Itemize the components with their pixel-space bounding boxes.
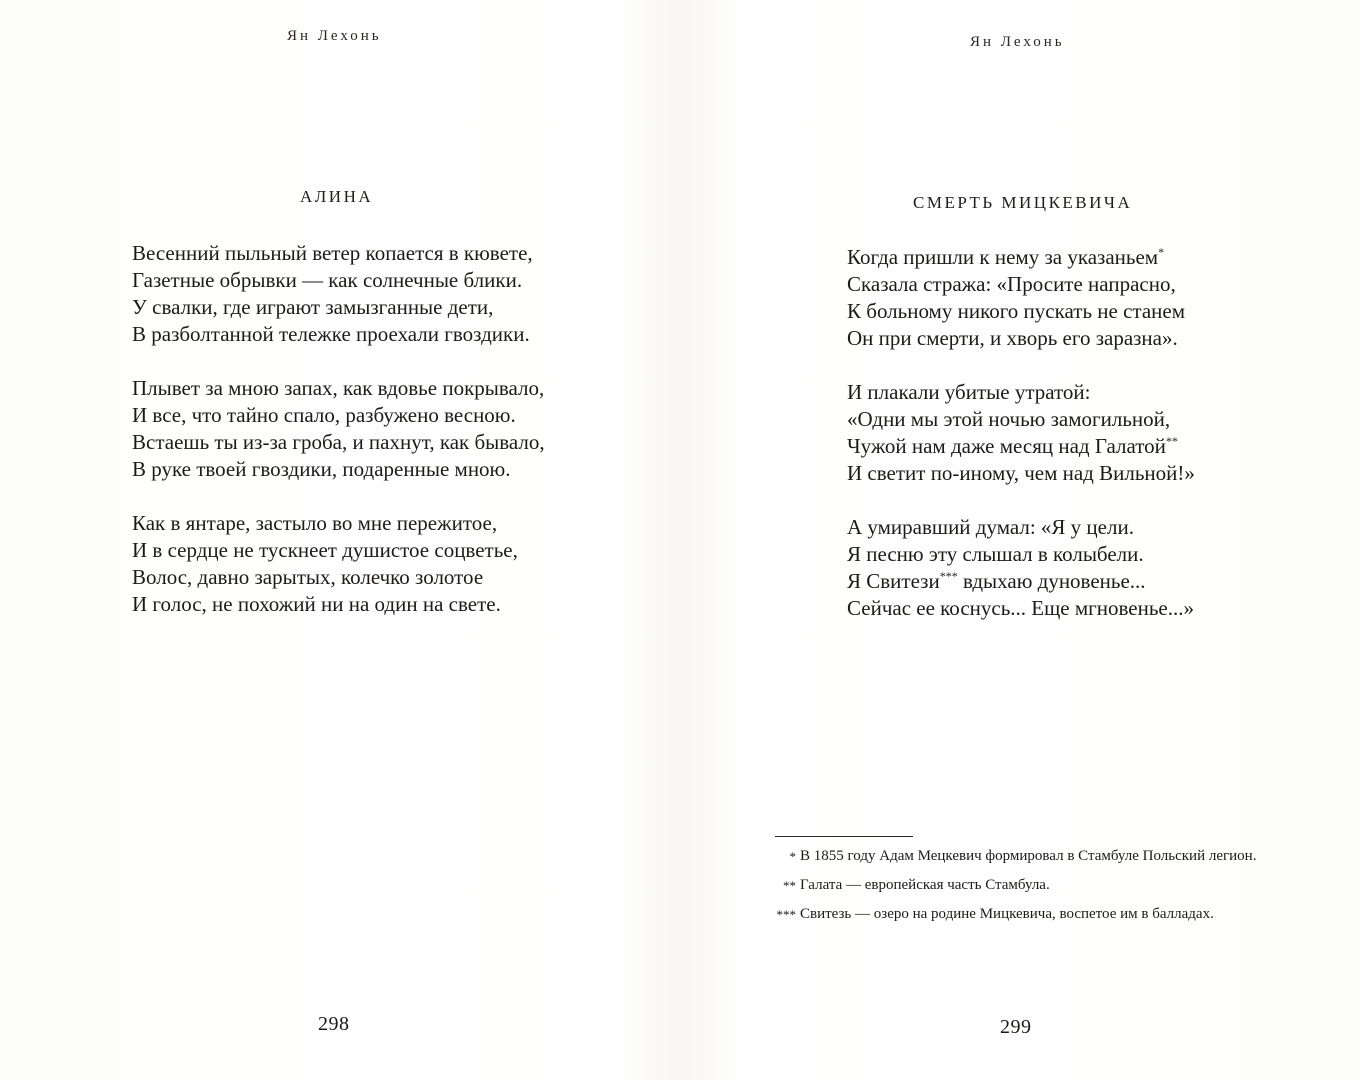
poem-line: И голос, не похожий ни на один на свете. <box>132 592 501 616</box>
footnote-text: Галата — европейская часть Стамбула. <box>800 877 1050 893</box>
poem-line-text: Когда пришли к нему за указаньем <box>847 245 1159 269</box>
poem-body <box>847 244 1195 649</box>
footnote-marker[interactable]: * <box>1158 245 1165 259</box>
poem-line: Плывет за мною запах, как вдовье покрывало, <box>132 376 545 400</box>
footnote-text: Свитезь — озеро на родине Мицкевича, воспетое им в балладах. <box>800 906 1214 922</box>
poem-line: И светит по-иному, чем над Вильной!» <box>847 461 1195 485</box>
poem-line: А умиравший думал: «Я у цели. <box>847 515 1134 539</box>
stanza <box>847 514 1195 622</box>
footnote-label: *** <box>776 907 796 922</box>
poem-line: В руке твоей гвоздики, подаренные мною. <box>132 457 511 481</box>
poem-line: И все, что тайно спало, разбужено весною. <box>132 403 516 427</box>
poem-line <box>847 433 1195 460</box>
footnote-marker[interactable]: *** <box>939 569 958 583</box>
poem-line: Сказала стража: «Просите напрасно, <box>847 272 1176 296</box>
stanza <box>132 510 545 618</box>
poem-line <box>847 244 1195 271</box>
poem-line: Волос, давно зарытых, колечко золотое <box>132 565 484 589</box>
poem-line-text: Чужой нам даже месяц над Галатой <box>847 434 1166 458</box>
poem-line: Встаешь ты из-за гроба, и пахнут, как бывало, <box>132 430 545 454</box>
footnote <box>772 903 1262 926</box>
poem-line: Весенний пыльный ветер копается в кювете, <box>132 241 533 265</box>
poem-line: И плакали убитые утратой: <box>847 380 1091 404</box>
right-page <box>680 0 1360 1080</box>
poem-line: Я песню эту слышал в колыбели. <box>847 542 1144 566</box>
poem-body <box>132 240 545 645</box>
poem-line: В разболтанной тележке проехали гвоздики. <box>132 322 530 346</box>
poem-line: Как в янтаре, застыло во мне пережитое, <box>132 511 498 535</box>
footnote <box>772 845 1262 868</box>
running-head: Ян Лехонь <box>970 34 1065 50</box>
footnote-label: ** <box>783 878 796 893</box>
poem-line <box>847 568 1195 595</box>
running-head: Ян Лехонь <box>287 28 382 44</box>
poem-line: Газетные обрывки — как солнечные блики. <box>132 268 523 292</box>
footnote <box>772 874 1262 897</box>
page-number: 299 <box>1000 1016 1032 1038</box>
stanza <box>132 240 545 348</box>
stanza <box>847 244 1195 352</box>
poem-title: СМЕРТЬ МИЦКЕВИЧА <box>913 193 1133 212</box>
footnotes <box>772 845 1262 932</box>
poem-title: АЛИНА <box>300 187 374 206</box>
footnote-divider <box>775 836 913 837</box>
stanza <box>132 375 545 483</box>
page-number: 298 <box>318 1013 350 1035</box>
poem-line: Сейчас ее коснусь... Еще мгновенье...» <box>847 596 1194 620</box>
poem-line: К больному никого пускать не станем <box>847 299 1186 323</box>
poem-line: У свалки, где играют замызганные дети, <box>132 295 494 319</box>
footnote-label: * <box>789 849 796 864</box>
poem-line-text: вдыхаю дуновенье... <box>957 569 1146 593</box>
footnote-marker[interactable]: ** <box>1165 434 1178 448</box>
footnote-text: В 1855 году Адам Мецкевич формировал в Стамбуле Польский легион. <box>800 848 1257 864</box>
stanza <box>847 379 1195 487</box>
poem-line: «Одни мы этой ночью замогильной, <box>847 407 1171 431</box>
poem-line: Он при смерти, и хворь его заразна». <box>847 326 1178 350</box>
poem-line: И в сердце не тускнеет душистое соцветье, <box>132 538 518 562</box>
poem-line-text: Я Свитези <box>847 569 940 593</box>
